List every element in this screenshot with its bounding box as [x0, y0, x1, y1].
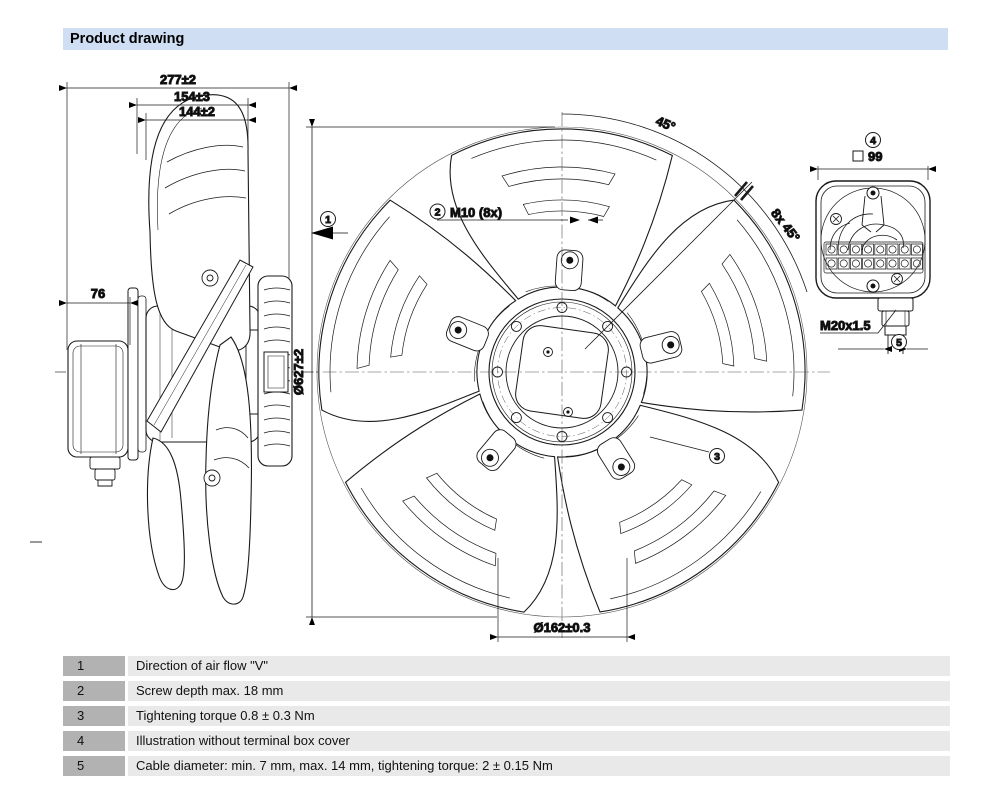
callout-1-number: 1 — [325, 213, 331, 226]
dim-277: 277±2 — [159, 72, 197, 87]
airflow-arrow-icon — [311, 227, 333, 240]
dim-154: 154±3 — [173, 89, 211, 104]
legend-row-text: Tightening torque 0.8 ± 0.3 Nm — [128, 706, 950, 726]
legend-row-text: Direction of air flow "V" — [128, 656, 950, 676]
gland-label: M20x1.5 — [820, 318, 871, 333]
legend-row-text: Illustration without terminal box cover — [128, 731, 950, 751]
screw-label: M10 (8x) — [450, 205, 503, 220]
legend-row — [63, 681, 950, 701]
dim-angle-45: 45° — [653, 113, 678, 135]
callout-4-number: 4 — [870, 134, 876, 147]
page-title: Product drawing — [70, 31, 185, 47]
terminal-box-view — [816, 133, 930, 355]
side-view — [55, 72, 318, 604]
fold-mark — [30, 541, 42, 543]
legend-table — [63, 656, 950, 781]
dim-outer-diameter: Ø627±2 — [291, 348, 306, 396]
callout-airflow — [311, 212, 348, 240]
legend-row-number: 2 — [63, 681, 125, 701]
square-symbol-icon — [853, 151, 863, 161]
legend-row — [63, 756, 950, 776]
legend-row-number: 1 — [63, 656, 125, 676]
dim-angle-8x45: 8x 45° — [768, 205, 804, 245]
dim-144: 144±2 — [178, 104, 216, 119]
legend-row-text: Screw depth max. 18 mm — [128, 681, 950, 701]
legend-row-number: 4 — [63, 731, 125, 751]
front-view — [291, 112, 832, 642]
legend-row-number: 3 — [63, 706, 125, 726]
callout-cable — [838, 335, 928, 350]
legend-row — [63, 706, 950, 726]
legend-row — [63, 731, 950, 751]
legend-row-number: 5 — [63, 756, 125, 776]
dim-99: 99 — [868, 149, 883, 164]
callout-2-number: 2 — [434, 206, 441, 219]
legend-row — [63, 656, 950, 676]
dim-bolt-circle: Ø162±0.3 — [533, 620, 591, 635]
dim-76: 76 — [90, 286, 106, 301]
callout-3-number: 3 — [714, 450, 720, 463]
legend-row-text: Cable diameter: min. 7 mm, max. 14 mm, tightening torque: 2 ± 0.15 Nm — [128, 756, 950, 776]
callout-5-number: 5 — [896, 336, 902, 349]
